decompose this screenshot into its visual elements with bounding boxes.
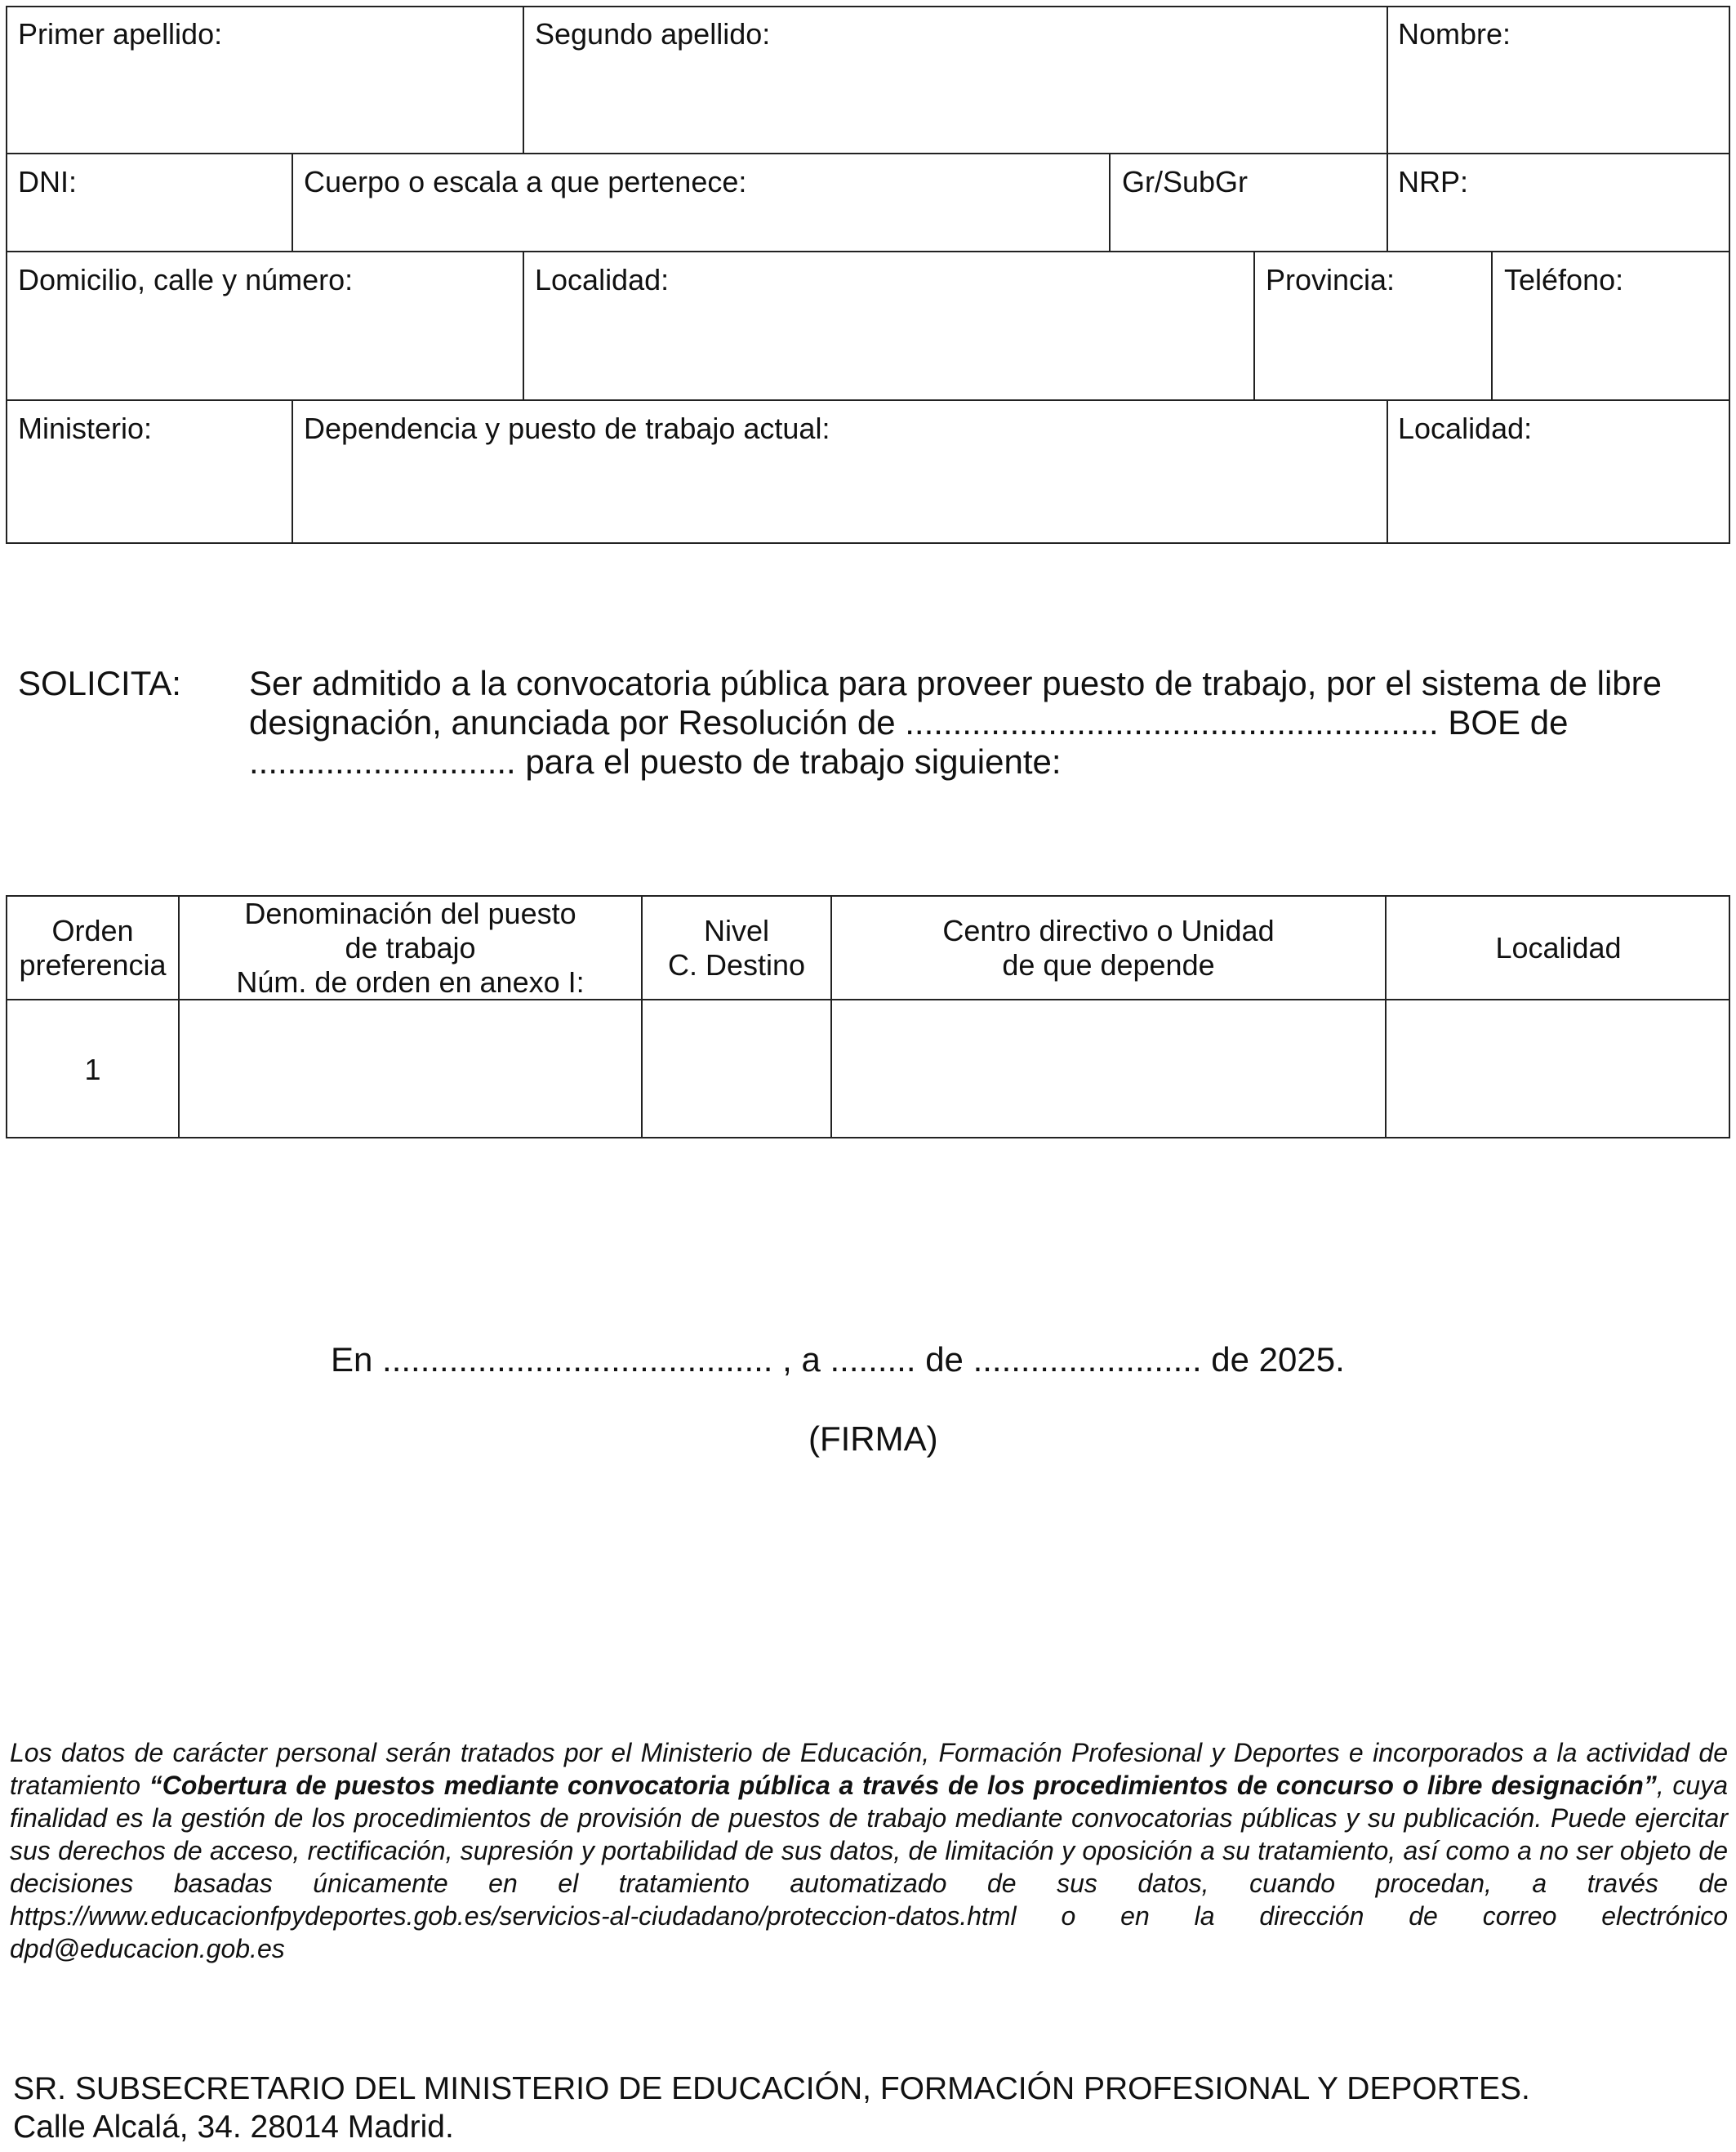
header-centro-line: de que depende <box>1002 947 1215 982</box>
cuerpo-escala-field[interactable]: Cuerpo o escala a que pertenece: <box>304 165 747 198</box>
header-localidad <box>1387 897 1730 999</box>
header-denominacion-line: Denominación del puesto <box>244 896 576 930</box>
localidad-field[interactable]: Localidad: <box>535 263 670 296</box>
nombre-field[interactable]: Nombre: <box>1398 17 1511 51</box>
row-divider <box>6 153 1730 154</box>
localidad-trabajo-field[interactable]: Localidad: <box>1398 412 1533 445</box>
header-centro-line: Centro directivo o Unidad <box>942 913 1275 947</box>
col-divider <box>1253 251 1255 400</box>
header-nivel <box>643 897 830 999</box>
grupo-subgrupo-field[interactable]: Gr/SubGr <box>1122 165 1249 198</box>
primer-apellido-field[interactable]: Primer apellido: <box>18 17 223 51</box>
row-divider <box>6 399 1730 401</box>
legal-text-bold: “Cobertura de puestos mediante convocatoria pública a través de los procedimientos de concurso o libre designación” <box>149 1771 1657 1800</box>
solicita-text <box>249 664 1716 782</box>
legal-text-2: , cuya finalidad es la gestión de los procedimientos de provisión de puestos de trabajo mediante convocatorias públicas y su publicación. Puede ejercitar sus derechos de acceso, rectificación, supresión y portabilidad de sus datos, de limitación y oposición a su tratamiento, así como a no ser objeto de decisiones basadas únicamente en el tratamiento automatizado de sus datos, cuando procedan, a través de https://www.educacionfpydeportes.gob.es/servicios-al-ciudadano/proteccion-datos.html o en la dirección de correo electrónico dpd@educacion.gob.es <box>10 1771 1728 1963</box>
firma-label: (FIRMA) <box>808 1419 938 1458</box>
col-divider <box>523 251 524 400</box>
col-divider <box>292 399 293 544</box>
header-nivel-line: Nivel <box>703 913 769 947</box>
col-divider <box>523 6 524 154</box>
provincia-field[interactable]: Provincia: <box>1266 263 1395 296</box>
header-centro <box>832 897 1385 999</box>
col-divider <box>1491 251 1493 400</box>
col-divider <box>292 153 293 252</box>
header-orden <box>7 897 178 999</box>
dni-field[interactable]: DNI: <box>18 165 77 198</box>
domicilio-field[interactable]: Domicilio, calle y número: <box>18 263 354 296</box>
table-row-centro-cell[interactable] <box>832 1000 1385 1138</box>
header-denominacion-line: Núm. de orden en anexo I: <box>236 965 585 999</box>
solicita-line-3: ............................ para el puesto de trabajo siguiente: <box>249 742 1062 781</box>
table-row-orden-cell: 1 <box>84 1052 101 1086</box>
col-divider <box>1387 6 1388 154</box>
legal-text-1: Los datos de carácter personal serán tratados por el Ministerio de Educación, Formación Profesional y Deportes e incorporados a la actividad de tratamiento <box>10 1738 1728 1800</box>
nrp-field[interactable]: NRP: <box>1398 165 1469 198</box>
table-row-localidad-cell[interactable] <box>1387 1000 1730 1138</box>
ministerio-field[interactable]: Ministerio: <box>18 412 153 445</box>
solicita-line-1: Ser admitido a la convocatoria pública para proveer puesto de trabajo, por el sistema de libre <box>249 664 1662 702</box>
header-denominacion <box>180 897 641 999</box>
data-protection-notice <box>10 1736 1728 1965</box>
header-localidad-line: Localidad <box>1495 930 1622 965</box>
table-row-nivel-cell[interactable] <box>643 1000 830 1138</box>
table-row-denominacion-cell[interactable] <box>180 1000 641 1138</box>
telefono-field[interactable]: Teléfono: <box>1504 263 1624 296</box>
destinatario-line-1: SR. SUBSECRETARIO DEL MINISTERIO DE EDUCACIÓN, FORMACIÓN PROFESIONAL Y DEPORTES. <box>13 2071 1530 2106</box>
dependencia-puesto-field[interactable]: Dependencia y puesto de trabajo actual: <box>304 412 830 445</box>
segundo-apellido-field[interactable]: Segundo apellido: <box>535 17 771 51</box>
solicita-label: SOLICITA: <box>18 664 181 702</box>
col-divider <box>1387 399 1388 544</box>
fecha-line: En ......................................... , a ......... de ........................ de 2025. <box>331 1340 1345 1379</box>
destinatario-line-2: Calle Alcalá, 34. 28014 Madrid. <box>13 2110 454 2145</box>
header-denominacion-line: de trabajo <box>345 930 476 965</box>
header-nivel-line: C. Destino <box>667 947 806 982</box>
row-divider <box>6 251 1730 252</box>
solicita-line-2: designación, anunciada por Resolución de ........................................................ BOE de <box>249 703 1569 742</box>
col-divider <box>1387 153 1388 252</box>
col-divider <box>1109 153 1111 252</box>
header-orden-line: Orden <box>51 913 134 947</box>
header-orden-line: preferencia <box>19 947 167 982</box>
